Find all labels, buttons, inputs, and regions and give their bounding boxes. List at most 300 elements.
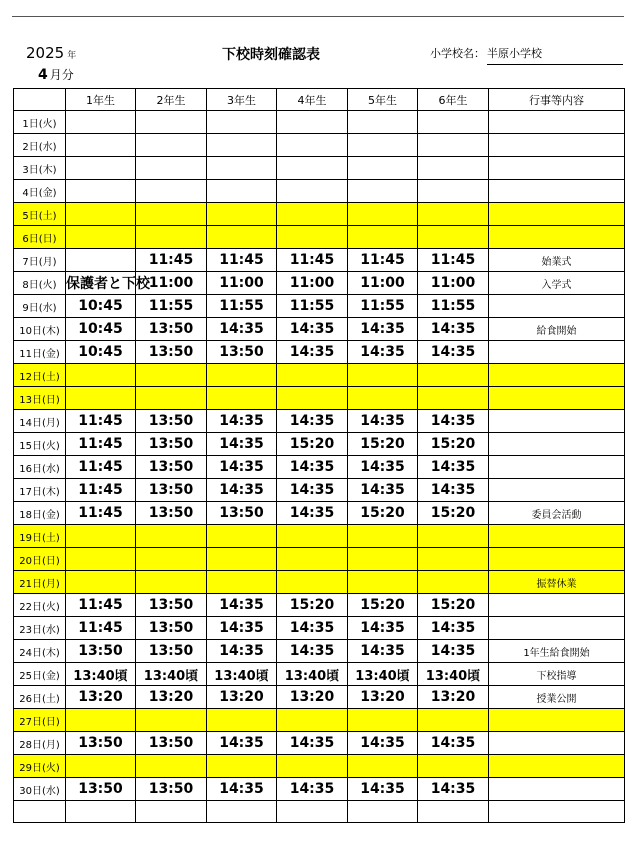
event-cell	[489, 226, 625, 249]
event-cell	[489, 594, 625, 617]
table-body	[14, 111, 625, 823]
event-cell	[489, 111, 625, 134]
time-cell-grade-6	[418, 111, 489, 134]
time-cell-grade-5: 11:00	[348, 272, 418, 295]
time-cell-grade-3	[207, 525, 277, 548]
time-cell-grade-2: 11:55	[136, 295, 207, 318]
day-cell: 18日(金)	[14, 502, 66, 525]
time-cell-grade-6	[418, 226, 489, 249]
time-cell-grade-5: 13:40頃	[348, 663, 418, 686]
header-grade-3: 3年生	[207, 89, 277, 111]
time-cell-grade-6	[418, 709, 489, 732]
time-cell-grade-2	[136, 709, 207, 732]
day-cell: 14日(月)	[14, 410, 66, 433]
empty-cell	[14, 801, 66, 823]
day-cell: 13日(日)	[14, 387, 66, 410]
event-cell: 授業公開	[489, 686, 625, 709]
time-cell-grade-1	[66, 226, 136, 249]
empty-cell	[207, 801, 277, 823]
time-cell-grade-6: 14:35	[418, 410, 489, 433]
time-cell-grade-6	[418, 134, 489, 157]
header-grade-6: 6年生	[418, 89, 489, 111]
time-cell-grade-4: 14:35	[277, 341, 348, 364]
month-value: 4	[38, 67, 48, 83]
table-row	[14, 295, 625, 318]
time-cell-grade-1: 11:45	[66, 617, 136, 640]
time-cell-grade-4: 14:35	[277, 410, 348, 433]
event-cell	[489, 525, 625, 548]
table-header-row	[14, 89, 625, 111]
time-cell-grade-2: 13:50	[136, 502, 207, 525]
time-cell-grade-6	[418, 180, 489, 203]
table-row	[14, 272, 625, 295]
time-cell-grade-3: 14:35	[207, 617, 277, 640]
event-cell	[489, 732, 625, 755]
day-cell: 6日(日)	[14, 226, 66, 249]
time-cell-grade-1: 13:40頃	[66, 663, 136, 686]
event-cell	[489, 203, 625, 226]
dismissal-time-table	[13, 88, 625, 823]
day-cell: 10日(木)	[14, 318, 66, 341]
time-cell-grade-3: 14:35	[207, 594, 277, 617]
time-cell-grade-2	[136, 203, 207, 226]
time-cell-grade-5	[348, 525, 418, 548]
table-row	[14, 203, 625, 226]
event-cell	[489, 364, 625, 387]
time-cell-grade-5: 14:35	[348, 617, 418, 640]
table-row	[14, 755, 625, 778]
empty-cell	[136, 801, 207, 823]
event-cell	[489, 479, 625, 502]
time-cell-grade-1: 13:20	[66, 686, 136, 709]
time-cell-grade-6: 14:35	[418, 456, 489, 479]
header-grade-5: 5年生	[348, 89, 418, 111]
empty-cell	[489, 801, 625, 823]
time-cell-grade-3: 11:00	[207, 272, 277, 295]
time-cell-grade-3	[207, 180, 277, 203]
page-title: 下校時刻確認表	[222, 47, 320, 63]
table-row	[14, 663, 625, 686]
time-cell-grade-3	[207, 709, 277, 732]
time-cell-grade-1: 11:45	[66, 456, 136, 479]
time-cell-grade-6: 14:35	[418, 617, 489, 640]
time-cell-grade-6: 14:35	[418, 479, 489, 502]
table-row	[14, 732, 625, 755]
day-cell: 25日(金)	[14, 663, 66, 686]
table-row	[14, 479, 625, 502]
time-cell-grade-4	[277, 709, 348, 732]
event-cell	[489, 778, 625, 801]
time-cell-grade-5: 11:55	[348, 295, 418, 318]
time-cell-grade-1: 13:50	[66, 732, 136, 755]
time-cell-grade-2: 13:50	[136, 318, 207, 341]
time-cell-grade-5	[348, 111, 418, 134]
time-cell-grade-3	[207, 111, 277, 134]
time-cell-grade-5: 15:20	[348, 594, 418, 617]
table-row	[14, 341, 625, 364]
table-row	[14, 249, 625, 272]
event-cell	[489, 295, 625, 318]
month-suffix: 月分	[49, 68, 74, 82]
time-cell-grade-1: 13:50	[66, 640, 136, 663]
header-grade-1: 1年生	[66, 89, 136, 111]
time-cell-grade-4: 11:45	[277, 249, 348, 272]
time-cell-grade-3: 14:35	[207, 778, 277, 801]
time-cell-grade-4	[277, 755, 348, 778]
time-cell-grade-6	[418, 548, 489, 571]
table-row	[14, 640, 625, 663]
day-cell: 9日(水)	[14, 295, 66, 318]
time-cell-grade-1: 11:45	[66, 479, 136, 502]
event-cell: 委員会活動	[489, 502, 625, 525]
time-cell-grade-6: 15:20	[418, 433, 489, 456]
time-cell-grade-5	[348, 387, 418, 410]
time-cell-grade-5: 14:35	[348, 732, 418, 755]
time-cell-grade-1	[66, 525, 136, 548]
time-cell-grade-4: 14:35	[277, 640, 348, 663]
time-cell-grade-5	[348, 709, 418, 732]
time-cell-grade-4	[277, 525, 348, 548]
time-cell-grade-4	[277, 571, 348, 594]
time-cell-grade-6: 14:35	[418, 778, 489, 801]
top-rule	[12, 16, 624, 17]
table-row	[14, 318, 625, 341]
time-cell-grade-6: 14:35	[418, 318, 489, 341]
time-cell-grade-2	[136, 180, 207, 203]
time-cell-grade-6	[418, 157, 489, 180]
table-row	[14, 410, 625, 433]
time-cell-grade-1: 11:45	[66, 502, 136, 525]
time-cell-grade-2: 13:20	[136, 686, 207, 709]
time-cell-grade-4: 14:35	[277, 479, 348, 502]
empty-row	[14, 801, 625, 823]
day-cell: 30日(水)	[14, 778, 66, 801]
time-cell-grade-1: 11:45	[66, 433, 136, 456]
event-cell: 給食開始	[489, 318, 625, 341]
day-cell: 27日(日)	[14, 709, 66, 732]
time-cell-grade-5	[348, 364, 418, 387]
time-cell-grade-3: 13:50	[207, 502, 277, 525]
header-grade-2: 2年生	[136, 89, 207, 111]
event-cell: 1年生給食開始	[489, 640, 625, 663]
time-cell-grade-2: 13:50	[136, 479, 207, 502]
time-cell-grade-5: 14:35	[348, 640, 418, 663]
event-cell	[489, 387, 625, 410]
time-cell-grade-5: 14:35	[348, 341, 418, 364]
event-cell: 振替休業	[489, 571, 625, 594]
time-cell-grade-5: 14:35	[348, 479, 418, 502]
time-cell-grade-4: 14:35	[277, 456, 348, 479]
empty-cell	[66, 801, 136, 823]
time-cell-grade-5: 13:20	[348, 686, 418, 709]
day-cell: 21日(月)	[14, 571, 66, 594]
table-row	[14, 226, 625, 249]
time-cell-grade-4	[277, 157, 348, 180]
time-cell-grade-1: 11:45	[66, 410, 136, 433]
time-cell-grade-1: 10:45	[66, 341, 136, 364]
time-cell-grade-4: 14:35	[277, 502, 348, 525]
event-cell	[489, 341, 625, 364]
time-cell-grade-3	[207, 755, 277, 778]
empty-cell	[348, 801, 418, 823]
time-cell-grade-2	[136, 226, 207, 249]
time-cell-grade-5	[348, 571, 418, 594]
time-cell-grade-1	[66, 134, 136, 157]
event-cell: 始業式	[489, 249, 625, 272]
time-cell-grade-5	[348, 226, 418, 249]
table-row	[14, 686, 625, 709]
time-cell-grade-2	[136, 755, 207, 778]
time-cell-grade-2: 13:50	[136, 732, 207, 755]
event-cell	[489, 433, 625, 456]
time-cell-grade-1: 11:45	[66, 594, 136, 617]
event-cell	[489, 410, 625, 433]
time-cell-grade-4	[277, 203, 348, 226]
time-cell-grade-3: 13:20	[207, 686, 277, 709]
day-cell: 11日(金)	[14, 341, 66, 364]
event-cell: 入学式	[489, 272, 625, 295]
time-cell-grade-1	[66, 249, 136, 272]
time-cell-grade-3	[207, 157, 277, 180]
day-cell: 12日(土)	[14, 364, 66, 387]
time-cell-grade-1	[66, 709, 136, 732]
time-cell-grade-6: 14:35	[418, 341, 489, 364]
time-cell-grade-5: 15:20	[348, 502, 418, 525]
time-cell-grade-4	[277, 180, 348, 203]
time-cell-grade-2	[136, 134, 207, 157]
time-cell-grade-1	[66, 203, 136, 226]
day-cell: 7日(月)	[14, 249, 66, 272]
time-cell-grade-4: 11:55	[277, 295, 348, 318]
event-cell: 下校指導	[489, 663, 625, 686]
time-cell-grade-3: 14:35	[207, 318, 277, 341]
day-cell: 26日(土)	[14, 686, 66, 709]
time-cell-grade-3: 14:35	[207, 456, 277, 479]
time-cell-grade-3	[207, 571, 277, 594]
time-cell-grade-1	[66, 387, 136, 410]
time-cell-grade-3	[207, 203, 277, 226]
table-row	[14, 548, 625, 571]
time-cell-grade-2	[136, 111, 207, 134]
time-cell-grade-5: 15:20	[348, 433, 418, 456]
day-cell: 8日(火)	[14, 272, 66, 295]
table-row	[14, 456, 625, 479]
time-cell-grade-2	[136, 571, 207, 594]
time-cell-grade-6: 11:55	[418, 295, 489, 318]
time-cell-grade-1	[66, 571, 136, 594]
time-cell-grade-3: 13:40頃	[207, 663, 277, 686]
time-cell-grade-6: 11:00	[418, 272, 489, 295]
time-cell-grade-4	[277, 134, 348, 157]
time-cell-grade-1: 10:45	[66, 318, 136, 341]
time-cell-grade-6: 15:20	[418, 502, 489, 525]
time-cell-grade-3: 13:50	[207, 341, 277, 364]
time-cell-grade-4	[277, 548, 348, 571]
year-value: 2025	[26, 44, 65, 62]
day-cell: 17日(木)	[14, 479, 66, 502]
time-cell-grade-1: 保護者と下校	[66, 272, 136, 295]
table-row	[14, 387, 625, 410]
day-cell: 5日(土)	[14, 203, 66, 226]
empty-cell	[418, 801, 489, 823]
header-events: 行事等内容	[489, 89, 625, 111]
event-cell	[489, 755, 625, 778]
time-cell-grade-1	[66, 548, 136, 571]
time-cell-grade-5	[348, 548, 418, 571]
time-cell-grade-4	[277, 111, 348, 134]
day-cell: 29日(火)	[14, 755, 66, 778]
event-cell	[489, 157, 625, 180]
time-cell-grade-2	[136, 387, 207, 410]
time-cell-grade-1	[66, 157, 136, 180]
day-cell: 2日(水)	[14, 134, 66, 157]
time-cell-grade-4: 14:35	[277, 617, 348, 640]
event-cell	[489, 709, 625, 732]
table-row	[14, 594, 625, 617]
day-cell: 4日(金)	[14, 180, 66, 203]
time-cell-grade-2: 13:40頃	[136, 663, 207, 686]
time-cell-grade-3: 14:35	[207, 433, 277, 456]
time-cell-grade-3	[207, 134, 277, 157]
day-cell: 22日(火)	[14, 594, 66, 617]
time-cell-grade-6: 13:40頃	[418, 663, 489, 686]
time-cell-grade-2: 13:50	[136, 410, 207, 433]
year-label	[26, 44, 76, 62]
time-cell-grade-6: 13:20	[418, 686, 489, 709]
time-cell-grade-5: 14:35	[348, 456, 418, 479]
time-cell-grade-2: 13:50	[136, 456, 207, 479]
time-cell-grade-3: 11:45	[207, 249, 277, 272]
time-cell-grade-4: 11:00	[277, 272, 348, 295]
time-cell-grade-2: 13:50	[136, 594, 207, 617]
table-row	[14, 433, 625, 456]
time-cell-grade-2: 13:50	[136, 341, 207, 364]
time-cell-grade-4	[277, 387, 348, 410]
header-grade-4: 4年生	[277, 89, 348, 111]
time-cell-grade-4: 14:35	[277, 318, 348, 341]
time-cell-grade-5: 14:35	[348, 318, 418, 341]
time-cell-grade-5	[348, 180, 418, 203]
table-row	[14, 180, 625, 203]
school-label: 小学校名：	[430, 47, 485, 60]
table-row	[14, 709, 625, 732]
time-cell-grade-6	[418, 571, 489, 594]
time-cell-grade-3	[207, 387, 277, 410]
time-cell-grade-2: 13:50	[136, 778, 207, 801]
time-cell-grade-1	[66, 364, 136, 387]
table-row	[14, 364, 625, 387]
day-cell: 24日(木)	[14, 640, 66, 663]
time-cell-grade-6: 15:20	[418, 594, 489, 617]
event-cell	[489, 134, 625, 157]
time-cell-grade-3: 14:35	[207, 640, 277, 663]
time-cell-grade-1	[66, 180, 136, 203]
school-name: 半原小学校	[487, 45, 623, 65]
time-cell-grade-2: 11:00	[136, 272, 207, 295]
time-cell-grade-6: 11:45	[418, 249, 489, 272]
time-cell-grade-6: 14:35	[418, 640, 489, 663]
event-cell	[489, 617, 625, 640]
time-cell-grade-1	[66, 111, 136, 134]
time-cell-grade-4: 15:20	[277, 594, 348, 617]
table-row	[14, 778, 625, 801]
time-cell-grade-4: 14:35	[277, 778, 348, 801]
time-cell-grade-5	[348, 755, 418, 778]
day-cell: 3日(木)	[14, 157, 66, 180]
time-cell-grade-5	[348, 134, 418, 157]
time-cell-grade-2	[136, 364, 207, 387]
time-cell-grade-2: 13:50	[136, 433, 207, 456]
table-row	[14, 157, 625, 180]
time-cell-grade-3: 11:55	[207, 295, 277, 318]
time-cell-grade-6	[418, 364, 489, 387]
event-cell	[489, 548, 625, 571]
time-cell-grade-3	[207, 226, 277, 249]
time-cell-grade-4: 13:40頃	[277, 663, 348, 686]
day-cell: 28日(月)	[14, 732, 66, 755]
time-cell-grade-1: 10:45	[66, 295, 136, 318]
day-cell: 15日(火)	[14, 433, 66, 456]
time-cell-grade-3	[207, 548, 277, 571]
time-cell-grade-4: 13:20	[277, 686, 348, 709]
header-day	[14, 89, 66, 111]
time-cell-grade-1	[66, 755, 136, 778]
time-cell-grade-3: 14:35	[207, 732, 277, 755]
time-cell-grade-3: 14:35	[207, 479, 277, 502]
table-row	[14, 617, 625, 640]
table-row	[14, 111, 625, 134]
time-cell-grade-5: 11:45	[348, 249, 418, 272]
time-cell-grade-2: 11:45	[136, 249, 207, 272]
time-cell-grade-6	[418, 387, 489, 410]
table-row	[14, 525, 625, 548]
time-cell-grade-1: 13:50	[66, 778, 136, 801]
time-cell-grade-4: 14:35	[277, 732, 348, 755]
empty-cell	[277, 801, 348, 823]
table-row	[14, 571, 625, 594]
time-cell-grade-2	[136, 157, 207, 180]
table-row	[14, 502, 625, 525]
time-cell-grade-6	[418, 755, 489, 778]
time-cell-grade-2	[136, 525, 207, 548]
time-cell-grade-3	[207, 364, 277, 387]
day-cell: 23日(水)	[14, 617, 66, 640]
time-cell-grade-3: 14:35	[207, 410, 277, 433]
time-cell-grade-2: 13:50	[136, 640, 207, 663]
time-cell-grade-4	[277, 226, 348, 249]
time-cell-grade-2: 13:50	[136, 617, 207, 640]
time-cell-grade-4: 15:20	[277, 433, 348, 456]
month-label	[38, 66, 74, 83]
day-cell: 1日(火)	[14, 111, 66, 134]
day-cell: 16日(水)	[14, 456, 66, 479]
event-cell	[489, 456, 625, 479]
time-cell-grade-5	[348, 157, 418, 180]
time-cell-grade-6	[418, 525, 489, 548]
table-row	[14, 134, 625, 157]
time-cell-grade-5: 14:35	[348, 778, 418, 801]
time-cell-grade-6: 14:35	[418, 732, 489, 755]
time-cell-grade-2	[136, 548, 207, 571]
time-cell-grade-6	[418, 203, 489, 226]
year-suffix: 年	[67, 51, 77, 61]
time-cell-grade-5: 14:35	[348, 410, 418, 433]
day-cell: 20日(日)	[14, 548, 66, 571]
day-cell: 19日(土)	[14, 525, 66, 548]
time-cell-grade-4	[277, 364, 348, 387]
event-cell	[489, 180, 625, 203]
time-cell-grade-5	[348, 203, 418, 226]
